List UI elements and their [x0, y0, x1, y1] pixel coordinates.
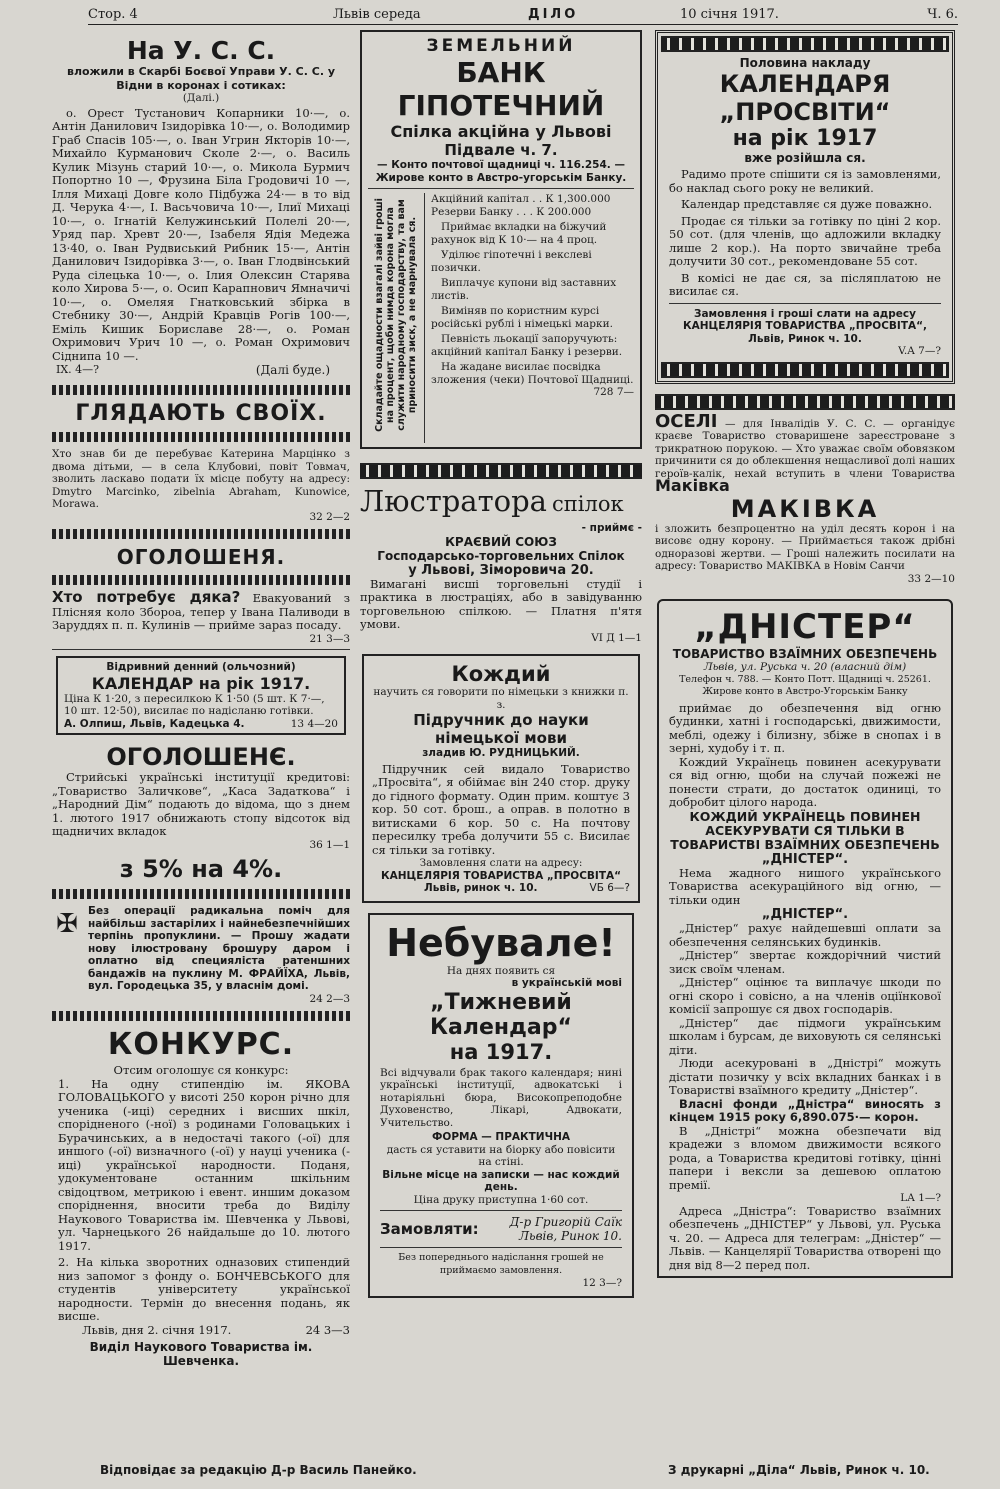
- contest-signature: Виділ Наукового Товариства ім. Шевченка.: [89, 1340, 313, 1368]
- prosvita-line1: Половина накладу: [739, 56, 871, 70]
- dnister-code: LA 1—?: [900, 1192, 941, 1204]
- german-code: VБ 6—?: [589, 882, 630, 894]
- new-space: Вільне місце на записки — нас кождий день.: [382, 1168, 620, 1193]
- page-number: Стор. 4: [88, 7, 138, 22]
- new-year: на 1917.: [449, 1039, 553, 1064]
- divider-band: [52, 385, 350, 395]
- new-form: ФОРМА — ПРАКТИЧНА: [432, 1131, 570, 1143]
- usc-title: На У. С. С.: [126, 36, 276, 65]
- new-body: Всі відчували брак такого календаря; нині українські інституції, адвокатські і нотаріяльні бюра, Високопреподобне Духовенство, Лікарі, Адвокати, Учительство.: [380, 1066, 622, 1129]
- bank-account: — Конто почтової щадниці ч. 116.254. —: [377, 159, 625, 171]
- prosvita-order: Замовлення і гроші слати на адресу: [694, 307, 916, 320]
- osel-title: ОСЕЛІ: [655, 410, 718, 432]
- dnister-p10: В „Дністрі“ можна обезпечати від крадежи з вломом движимости всякого рода, а Товариства кредитові готівку, цінні папери і вексли за дешевою оплатою премії.: [669, 1123, 941, 1192]
- bank-giro: Жирове конто в Австро-угорськім Банку.: [375, 171, 627, 184]
- dnister-q2: „ДНІСТЕР“.: [761, 907, 849, 922]
- prosvita-title: КАЛЕНДАРЯ „ПРОСВІТИ“: [719, 70, 891, 126]
- new-order: Замовляти:: [380, 1220, 479, 1238]
- dnister-p8: Люди асекуровані в „Дністрі“ можуть дістати позичку у всіх вкладних банках і в Товаристві взаїмного кредиту „Дністер“.: [669, 1056, 941, 1097]
- osel-body: — для Інвалідів У. С. С. — органідує краєве Товариство стоваришене зареєстроване з трикратною порукою. — Хто уважає своїм обовязком причинити ся до облекшення нещасливої долі наших героїв-калік, нехай вступить в члени Товариства: [655, 417, 955, 480]
- notice2-body: Стрийські українські інституції кредитові: „Товариство Заличкове“, „Каса Задаткова“ і „Народний Дім“ подають до відома, що з днем 1. лютого 1917 обнижають стопу відсоток від щадничих вкладок: [52, 770, 350, 838]
- search-title: ГЛЯДАЮТЬ СВОЇХ.: [75, 401, 327, 426]
- rule: [52, 649, 350, 650]
- bank-code: 728 7—: [593, 386, 634, 398]
- dnister-caps: КОЖДИЙ УКРАЇНЕЦЬ ПОВИНЕН АСЕКУРУВАТИ СЯ ТІЛЬКИ В ТОВАРИСТВІ ВЗАЇМНИХ ОБЕЗПЕЧЕНЬ: [670, 808, 940, 852]
- prosvita-sold: вже розійшла ся.: [744, 151, 866, 165]
- rule: [380, 1247, 622, 1248]
- prosvita-body-3: Продає ся тільки за готівку по ціні 2 кор. 50 сот. (для членів, що адложили вкладку лише 2 кор.). На порто звичайне треба долучити 30 сот., рекомендоване 55 сот.: [669, 213, 941, 268]
- coat-of-arms-icon: ✠: [56, 909, 78, 939]
- dnister-p11: Адреса „Дністра“: Товариство взаїмних обезпечень „ДНІСТЕР“ у Львові, ул. Руська ч. 20. — Адреса для телеграм: „Дністер“ — Львів. — Канцелярії Товариства отворені що дня від 8—2 перед пол.: [669, 1203, 941, 1272]
- rule: [380, 1210, 622, 1211]
- divider-band: [52, 432, 350, 442]
- bank-reserves: Резерви Банку . . . К 200.000: [431, 205, 592, 218]
- usc-donor-list: о. Орест Тустанович Копарники 10·—, о. Антін Данилович Ізидорівка 10·—, о. Володимир Граб Спасів 105·—, о. Іван Угрин Якторів 10·—, Михайло Курманович Сколе 2·—, о. Василь Кулик Мізунь старий 10·—, о. Микола Бурмич Попортно 10 —, Фрузина Біла Гродовичі 10 —, Ілля Михаці Довге коло Підбужа 24·— в то від Д. Черука 4·—, І. Васьчовича 10·—, Ілиї Михаці 10·—, о. Ігнатій Келужинський Полелі 20·—, Уряд пар. Хревт 20·—, Ізабеля Ядія Медежа 13·40, о. Іван Рудвиський Рибник 15·—, Антін Данилович Ізидорівка 3·—, о. Іван Глодвінський Руда сілецька 10·—, о. Ілия Олексин Старява коло Хирова 5·—, о. Осип Карапнович Ямначичі 10·—, о. Омеляя Гнатковський збірка в Стебнику 30·—, Андрій Кравців Рогів 100·—, Еміль Кишик Бориславе 28·—, о. Роман Охримович Урич 10 —, о. Роман Охримович Сіднипа 10 —.: [52, 105, 350, 363]
- column-right: [655, 30, 955, 1350]
- divider-band: [52, 889, 350, 899]
- deacon-code: 21 3—3: [309, 632, 350, 645]
- prosvita-body-1: Радимо проте спішити ся із замовленями, бо наклад сього року не великий.: [669, 167, 941, 195]
- german-book-ad: [362, 654, 640, 903]
- divider-band: [661, 36, 949, 52]
- divider-band: [360, 463, 642, 479]
- calendar-code: 13 4—20: [290, 717, 338, 730]
- prosvita-code: V.A 7—?: [898, 345, 941, 357]
- bank-ad: [360, 30, 642, 449]
- notice2-title: ОГОЛОШЕНЄ.: [106, 743, 296, 771]
- deacon-body: Евакуований з Плісняя коло Збороа, тепер у Івана Паливоди в Заруддях п. п. Кулинів — прийме зараз посаду.: [52, 591, 350, 632]
- bank-item-3: Виплачує купони від заставних листів.: [431, 277, 617, 302]
- new-sub1: На днях появить ся: [446, 964, 556, 977]
- dnister-p1: приймає до обезпечення від огню будинки, хатні і господарські, движимости, меблі, одежу і білизну, збіже в снопах і в зерні, худобу і т. п.: [669, 700, 941, 755]
- bank-side-text: Складайте ощадности взагалі зайві гроші на процент, щоби нимда корона могла служити народному господарству, та вам приносити зиск, а не марнувала ся.: [374, 198, 418, 432]
- column-middle: [360, 30, 642, 1360]
- lustrator-title: Люстратора: [360, 484, 547, 518]
- lustrator-title-2: спілок: [552, 492, 624, 516]
- prosvita-ad: [655, 30, 955, 384]
- dnister-p7: „Дністер“ дає підмоги українським школам і бурсам, де виховують ся селянські діти.: [669, 1015, 941, 1057]
- contest-code: 24 3—3: [305, 1322, 350, 1337]
- prosvita-body-4: В комісі не дає ся, за післяплатою не висилає ся.: [669, 270, 941, 298]
- bank-line3: Спілка акційна у Львові: [390, 122, 612, 141]
- german-order: Замовлення слати на адресу:: [419, 857, 583, 869]
- usc-continued: (Далі.): [182, 92, 220, 104]
- issue-date: 10 січня 1917.: [680, 7, 779, 22]
- rate-change: з 5% на 4%.: [119, 855, 283, 883]
- calendar-ad: [56, 656, 346, 735]
- notice2-code: 36 1—1: [309, 838, 350, 851]
- german-author: зладив Ю. РУДНИЦЬКИЙ.: [422, 747, 580, 759]
- lustrator-code: VI Д 1—1: [591, 631, 642, 644]
- contest-intro: Отсим оголошує ся конкурс:: [113, 1063, 289, 1077]
- dnister-sub: ТОВАРИСТВО ВЗАЇМНИХ ОБЕЗПЕЧЕНЬ: [672, 647, 938, 661]
- contest-title: КОНКУРС.: [107, 1027, 295, 1062]
- dnister-p9: Власні фонди „Дністра“ виносять з кінцем 1915 року 6,890.075·— корон.: [669, 1096, 941, 1124]
- bank-item-4: Виміняв по користним курсі російські рублі і німецькі марки.: [431, 305, 613, 330]
- lustrator-union-2: Господарсько-торговельних Спілок: [377, 548, 625, 563]
- bank-item-2: Уділює гіпотечні і векслеві позички.: [431, 249, 592, 274]
- dnister-p2: Кождий Українець повинен асекурувати ся від огню, щоби на случай пожежі не понести страти, до достаток одиниці, то добробит цілого народа.: [669, 754, 941, 809]
- search-code: 32 2—2: [309, 510, 350, 523]
- calendar-address: А. Олпиш, Львів, Кадецька 4.: [64, 717, 245, 730]
- dnister-giro: Жирове конто в Австро-Угорськім Банку: [702, 686, 908, 697]
- bank-line1: ЗЕМЕЛЬНИЙ: [426, 36, 576, 56]
- bank-item-1: Приймає вкладки на біжучий рахунок від К 10·— на 4 проц.: [431, 221, 607, 246]
- lustrator-union: КРАЄВИЙ СОЮЗ: [445, 534, 557, 549]
- search-body: Хто знав би де перебуває Катерина Марцінко з двома дітьми, — в села Клубовиі, повіт Товмач, зволить ласкаво подати їх місце побуту на адресу: Dmytro Marcinko, zibelnia Abraham, Kunowice, Morawa.: [52, 448, 350, 510]
- city-day: Львів середа: [333, 7, 421, 22]
- dnister-p3: Нема жадного нишого українського Товариства асекураційного від огню, — тільки один: [669, 865, 941, 907]
- contest-item-1: 1. На одну стипендію ім. ЯКОВА ГОЛОВАЦЬКОГО у висоті 250 корон річно для ученика (-иці) середних і висших шкіл, спорідненого (-ної) з родинами Головацьких і Бурачинських, а в недостачі такого (-ої) для иншого (-ої) визначного (-ої) у науці ученика (-иці) української народности. Поданя, удокументоване останним шкільним свідоцтвом, метрикою і евент. иншим доказом споріднення, вносити треба до Виділу Наукового Товариства ім. Шевченка у Львові, ул. Чарнецького 26 найдальше до 10. лютого 1917.: [58, 1076, 350, 1253]
- new-title: Небувале!: [386, 920, 616, 965]
- calendar-line1: Відривний денний (ольчозний): [106, 661, 296, 673]
- rule: [669, 303, 941, 304]
- contest-date: Львів, дня 2. січня 1917.: [82, 1322, 232, 1337]
- bank-item-6: На жадане висилає посвідка зложения (чеки) Почтової Щадниці.: [431, 361, 634, 386]
- osel-big-name: МАКІВКА: [730, 494, 880, 523]
- footer-editor: Відповідає за редакцію Д-р Василь Панейко.: [100, 1463, 417, 1477]
- notice-title: ОГОЛОШЕНЯ.: [116, 545, 286, 569]
- new-sub2: в українській мові: [511, 977, 622, 989]
- lustrator-body: Вимагані висші торговельні студії і практика в люстраціях, або в завідуванню торговельною спілкою. — Платня п'ятя умови.: [360, 576, 642, 631]
- issue-number: Ч. 6.: [927, 7, 958, 22]
- divider-band: [52, 529, 350, 539]
- new-form-2: дасть ся уставити на біорку або повісити на стіні.: [386, 1143, 616, 1168]
- new-doctor: Д-р Григорій Саїк: [509, 1215, 622, 1229]
- divider-band: [661, 362, 949, 378]
- osel-code: 33 2—10: [907, 572, 955, 585]
- dnister-p4: „Дністер“ рахує найдешевші оплати за обезпечення селянських будинків.: [669, 921, 941, 949]
- usc-code: ІХ. 4—?: [56, 363, 100, 376]
- prosvita-body-2: Календар представляє ся дуже поважно.: [681, 197, 933, 211]
- dnister-title: „ДНІСТЕР“: [694, 607, 916, 647]
- german-sub: научить ся говорити по німецьки з книжки п. з.: [373, 686, 629, 711]
- paper-title: ДІЛО: [528, 7, 579, 22]
- deacon-headline: Хто потребує дяка?: [52, 588, 241, 606]
- bank-address: Підвале ч. 7.: [444, 141, 558, 159]
- bank-name: БАНК ГІПОТЕЧНИЙ: [397, 56, 605, 122]
- divider-band: [52, 575, 350, 585]
- new-address: Львів, Ринок 10.: [519, 1229, 622, 1243]
- footer-printer: З друкарні „Діла“ Львів, Ринок ч. 10.: [668, 1463, 930, 1477]
- dnister-p5: „Дністер“ звертає кождорічний чистий зиск своїм членам.: [669, 948, 941, 976]
- usc-subtitle: вложили в Скарбі Боєвої Управи У. С. С. у Відни в коронах і сотиках:: [66, 65, 335, 92]
- page-header: [88, 6, 958, 25]
- prosvita-year: на рік 1917: [732, 126, 878, 151]
- calendar-body: Ціна К 1·20, з пересилкою К 1·50 (5 шт. К 7·—, 10 шт. 12·50), висилає по надісланю готівки.: [64, 692, 325, 717]
- weekly-calendar-ad: [368, 913, 634, 1298]
- german-address: Львів, ринок ч. 10.: [424, 882, 538, 894]
- prosvita-office: КАНЦЕЛЯРІЯ ТОВАРИСТВА „ПРОСВІТА“,: [682, 320, 928, 332]
- german-body: Підручник сей видало Товариство „Просвіта“, я обіймає він 240 стор. друку до гідного формату. Один прим. коштує 3 кор. 50 сот. брош., а оправ. в полотно в витисками 6 кор. 50 с. На почтову пересилку треба долучити 55 с. Висилає ся тільки за готівку.: [372, 761, 630, 857]
- dnister-phone: Телефон ч. 788. — Конто Потт. Щадниці ч. 25261.: [679, 673, 931, 685]
- lustrator-union-3: у Львові, Зіморовича 20.: [408, 562, 594, 578]
- divider-band: [655, 394, 955, 410]
- truss-body: Без операції радикальна поміч для найбільш застарілих і найнебезпечнійших терпінь пропуклини. — Прошу жадати нову ілюстровану брошуру даром і оплатно від специяліста ратеншних бандажів на пуклину М. ФРАЙЇХА, Львів, вул. Городецька 35, у власнім домі.: [88, 905, 350, 992]
- column-left: [52, 30, 350, 1368]
- usc-to-be-continued: (Далі буде.): [255, 363, 330, 377]
- rule: [368, 188, 634, 189]
- new-calendar-name: „Тижневий Календар“: [430, 989, 572, 1040]
- new-price: Ціна друку приступна 1·60 сот.: [413, 1193, 589, 1206]
- bank-item-5: Певність льокації запоручують: акційний капітал Банку і резерви.: [431, 333, 623, 358]
- dnister-address: Львів, ул. Руська ч. 20 (власний дім): [703, 661, 907, 673]
- lustrator-accept: - приймє -: [581, 522, 642, 534]
- contest-item-2: 2. На кілька зворотних одназових стипендий низ запомог з фонду о. БОНЧЕВСЬКОГО для студентів університету української народности. Термін до внесення подань, як висше.: [58, 1255, 350, 1323]
- divider-band: [52, 1011, 350, 1021]
- bank-capital: Акційний капітал . . К 1,300.000: [431, 193, 611, 205]
- dnister-ad: [657, 599, 953, 1278]
- osel-body-2: і зложить безпроцентно на уділ десять корон і на висовє одну корону. — Приймається також дрібні одноразові жертви. — Гроші належить посилати на адресу: Товариство МАКІВКА в Новім Санчи: [655, 522, 955, 572]
- osel-name: Маківка: [655, 476, 730, 495]
- dnister-p6: „Дністер“ оцінює та виплачує шкоди по огні скоро і совісно, а на членів оціїнкової комісії запрошує ся двох господарів.: [669, 975, 941, 1016]
- german-office: КАНЦЕЛЯРІЯ ТОВАРИСТВА „ПРОСВІТА“: [380, 869, 622, 882]
- german-title: Кождий: [451, 662, 551, 686]
- new-code: 12 3—?: [582, 1277, 622, 1289]
- calendar-title: КАЛЕНДАР на рік 1917.: [91, 673, 311, 693]
- prosvita-address: Львів, Ринок ч. 10.: [748, 332, 862, 345]
- german-book: Підручник до науки німецької мови: [413, 711, 589, 747]
- new-note: Без попереднього надіслання грошей не приймаємо замовлення.: [398, 1252, 604, 1276]
- dnister-q1: „ДНІСТЕР“.: [761, 851, 849, 867]
- truss-code: 24 2—3: [309, 992, 350, 1005]
- bank-side-note: [368, 193, 425, 443]
